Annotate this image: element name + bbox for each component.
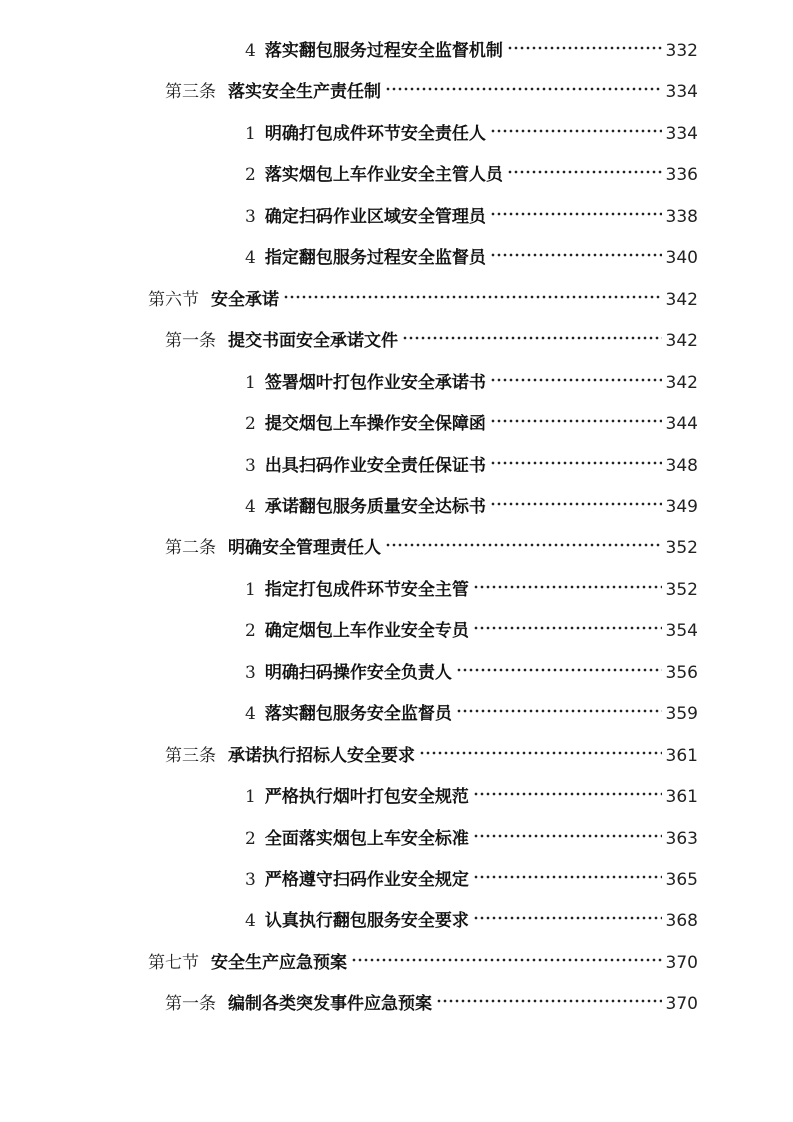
toc-entry-title: 落实烟包上车作业安全主管人员 <box>264 165 503 185</box>
toc-entry[interactable] <box>245 121 698 147</box>
dot-leader <box>473 915 662 921</box>
toc-entry[interactable] <box>245 660 698 686</box>
dot-leader <box>473 833 662 839</box>
toc-entry-title: 提交书面安全承诺文件 <box>228 331 398 351</box>
toc-entry[interactable] <box>245 908 698 934</box>
dot-leader <box>402 335 662 341</box>
toc-entry-title: 出具扫码作业安全责任保证书 <box>264 456 486 476</box>
toc-entry[interactable] <box>245 204 698 230</box>
toc-entry-page-number: 342 <box>665 331 698 351</box>
toc-entry-number: 第三条 <box>165 82 216 102</box>
toc-entry-page-number: 370 <box>665 994 698 1014</box>
toc-entry-page-number: 361 <box>665 787 698 807</box>
toc-entry-title: 指定打包成件环节安全主管 <box>264 580 469 600</box>
dot-leader <box>490 211 662 217</box>
toc-entry-page-number: 336 <box>665 165 698 185</box>
dot-leader <box>490 128 662 134</box>
toc-entry-title: 落实翻包服务安全监督员 <box>264 704 452 724</box>
dot-leader <box>473 791 662 797</box>
dot-leader <box>490 501 662 507</box>
toc-entry-number: 1 <box>245 124 256 144</box>
toc-entry-number: 1 <box>245 787 256 807</box>
toc-entry-title: 确定烟包上车作业安全专员 <box>264 621 469 641</box>
toc-entry[interactable] <box>245 618 698 644</box>
toc-entry-title: 承诺执行招标人安全要求 <box>228 746 415 766</box>
toc-entry-title: 明确扫码操作安全负责人 <box>264 663 452 683</box>
toc-entry-number: 第一条 <box>165 331 216 351</box>
toc-entry-title: 落实翻包服务过程安全监督机制 <box>264 41 503 61</box>
toc-entry-page-number: 359 <box>665 704 698 724</box>
toc-entry-title: 编制各类突发事件应急预案 <box>228 994 432 1014</box>
toc-entry-page-number: 356 <box>665 663 698 683</box>
toc-entry-title: 全面落实烟包上车安全标准 <box>264 829 469 849</box>
toc-entry[interactable] <box>165 328 698 354</box>
toc-entry[interactable] <box>245 701 698 727</box>
toc-entry-number: 4 <box>245 248 256 268</box>
dot-leader <box>473 625 662 631</box>
dot-leader <box>351 957 662 963</box>
toc-entry-number: 2 <box>245 829 256 849</box>
toc-entry-page-number: 349 <box>665 497 698 517</box>
toc-entry[interactable] <box>245 162 698 188</box>
toc-entry[interactable] <box>148 287 698 313</box>
toc-entry[interactable] <box>245 826 698 852</box>
dot-leader <box>490 377 662 383</box>
toc-entry-number: 4 <box>245 41 256 61</box>
toc-entry-title: 签署烟叶打包作业安全承诺书 <box>264 373 486 393</box>
toc-entry[interactable] <box>245 38 698 64</box>
toc-entry-number: 4 <box>245 704 256 724</box>
dot-leader <box>473 874 662 880</box>
toc-entry-title: 落实安全生产责任制 <box>228 82 381 102</box>
toc-entry[interactable] <box>148 950 698 976</box>
dot-leader <box>456 708 662 714</box>
toc-entry[interactable] <box>245 453 698 479</box>
dot-leader <box>507 169 662 175</box>
toc-entry-number: 第六节 <box>148 290 199 310</box>
toc-entry-title: 确定扫码作业区域安全管理员 <box>264 207 486 227</box>
toc-entry-title: 明确安全管理责任人 <box>228 538 381 558</box>
toc-entry-number: 3 <box>245 207 256 227</box>
toc-entry-page-number: 334 <box>665 82 698 102</box>
toc-entry[interactable] <box>165 79 698 105</box>
dot-leader <box>473 584 662 590</box>
dot-leader <box>283 294 662 300</box>
toc-entry-number: 4 <box>245 497 256 517</box>
toc-entry-number: 2 <box>245 414 256 434</box>
toc-entry[interactable] <box>245 867 698 893</box>
toc-entry-page-number: 348 <box>665 456 698 476</box>
dot-leader <box>419 750 662 756</box>
toc-entry-title: 认真执行翻包服务安全要求 <box>264 911 469 931</box>
toc-entry-page-number: 352 <box>665 580 698 600</box>
toc-entry-page-number: 344 <box>665 414 698 434</box>
toc-entry[interactable] <box>245 370 698 396</box>
dot-leader <box>507 45 662 51</box>
toc-entry-number: 第二条 <box>165 538 216 558</box>
toc-entry-number: 3 <box>245 870 256 890</box>
toc-entry[interactable] <box>245 494 698 520</box>
toc-entry-title: 安全承诺 <box>211 290 279 310</box>
toc-entry[interactable] <box>245 411 698 437</box>
toc-entry[interactable] <box>165 535 698 561</box>
toc-entry-page-number: 370 <box>665 953 698 973</box>
toc-entry-page-number: 365 <box>665 870 698 890</box>
toc-entry-number: 第一条 <box>165 994 216 1014</box>
toc-entry-number: 第七节 <box>148 953 199 973</box>
toc-entry-page-number: 354 <box>665 621 698 641</box>
toc-entry-number: 4 <box>245 911 256 931</box>
toc-entry-title: 安全生产应急预案 <box>211 953 347 973</box>
toc-entry[interactable] <box>245 784 698 810</box>
toc-entry-page-number: 363 <box>665 829 698 849</box>
toc-entry-title: 严格执行烟叶打包安全规范 <box>264 787 469 807</box>
toc-entry-number: 2 <box>245 621 256 641</box>
dot-leader <box>385 542 662 548</box>
toc-entry-title: 承诺翻包服务质量安全达标书 <box>264 497 486 517</box>
toc-entry-number: 1 <box>245 373 256 393</box>
toc-entry-page-number: 342 <box>665 373 698 393</box>
toc-entry-page-number: 368 <box>665 911 698 931</box>
toc-entry[interactable] <box>245 245 698 271</box>
toc-entry-page-number: 342 <box>665 290 698 310</box>
dot-leader <box>490 418 662 424</box>
toc-entry-number: 1 <box>245 580 256 600</box>
toc-entry-title: 提交烟包上车操作安全保障函 <box>264 414 486 434</box>
dot-leader <box>490 460 662 466</box>
toc-entry-page-number: 352 <box>665 538 698 558</box>
toc-entry[interactable] <box>165 991 698 1017</box>
dot-leader <box>490 252 662 258</box>
toc-entry-page-number: 334 <box>665 124 698 144</box>
toc-entry-page-number: 340 <box>665 248 698 268</box>
toc-entry[interactable] <box>245 577 698 603</box>
toc-entry-number: 第三条 <box>165 746 216 766</box>
dot-leader <box>385 86 662 92</box>
toc-entry-page-number: 332 <box>665 41 698 61</box>
toc-entry-number: 3 <box>245 456 256 476</box>
toc-entry-number: 2 <box>245 165 256 185</box>
toc-entry-title: 明确打包成件环节安全责任人 <box>264 124 486 144</box>
toc-entry-page-number: 338 <box>665 207 698 227</box>
toc-entry[interactable] <box>165 743 698 769</box>
dot-leader <box>436 998 662 1004</box>
dot-leader <box>456 667 662 673</box>
toc-entry-page-number: 361 <box>665 746 698 766</box>
toc-entry-title: 严格遵守扫码作业安全规定 <box>264 870 469 890</box>
toc-entry-number: 3 <box>245 663 256 683</box>
toc-entry-title: 指定翻包服务过程安全监督员 <box>264 248 486 268</box>
